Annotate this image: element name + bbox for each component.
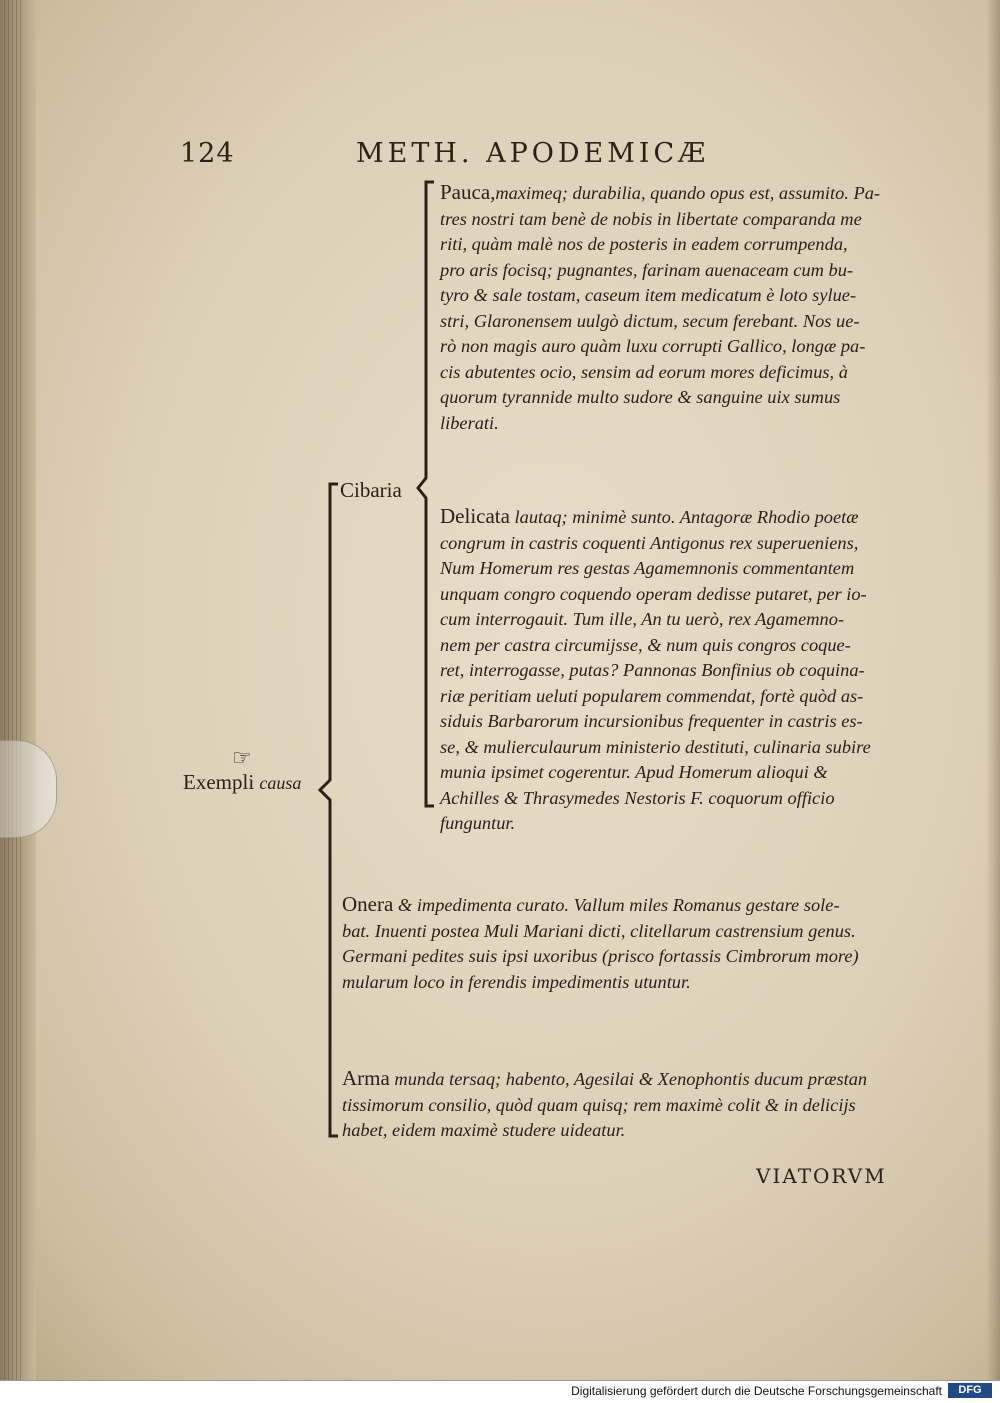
- text-onera: & impedimenta curato. Vallum miles Romanus gestare sole- bat. Inuenti postea Muli Mariani dicti, clitellarum castrensium genus. Germani pedites suis ipsi uxoribus (prisco fortassis Cimbrorum more) mularum loco in ferendis impedimentis utuntur.: [342, 895, 859, 992]
- paragraph-pauca: [440, 180, 880, 436]
- manicule-icon: ☞: [232, 746, 252, 771]
- exempli-word: Exempli: [183, 770, 255, 794]
- text-arma: munda tersaq; habento, Agesilai & Xenophontis ducum præstan tissimorum consilio, quòd quam quisq; rem maximè colit & in delicijs habet, eidem maximè studere uideatur.: [342, 1069, 868, 1140]
- causa-word: causa: [259, 773, 302, 793]
- text-pauca: maximeq; durabilia, quando opus est, assumito. Pa- tres nostri tam benè de nobis in libertate comparanda me riti, quàm malè nos de posteris in eadem corrumpenda, pro aris focisq; pugnantes, farinam auenaceam cum bu- tyro & sale tostam, caseum item medicatum è loto sylue- stri, Glaronensem uulgò dictum, secum ferebant. Nos ue- rò non magis auro quàm luxu corrupti Gallico, longæ pa- cis abutentes ocio, sensim ad eorum mores deficimus, à quorum tyrannide multo sudore & sanguine uix sumus liberati.: [440, 183, 881, 433]
- lead-delicata: Delicata: [440, 504, 510, 528]
- brace-cibaria: [418, 182, 434, 806]
- paragraph-onera: [342, 892, 859, 995]
- running-title: METH. APODEMICÆ: [356, 138, 710, 169]
- text-delicata: lautaq; minimè sunto. Antagoræ Rhodio poetæ congrum in castris coquenti Antigonus rex superueniens, Num Homerum res gestas Agamemnonis commentantem unquam congro coquendo operam dedisse putaret, per io- cum interrogauit. Tum ille, An tu uerò, rex Agamemno- nem per castra circumijsse, & num quis congros coque- ret, interrogasse, putas? Pannonas Bonfinius ob coquina- riæ peritiam ueluti popularem commendat, fortè quòd as- siduis Barbarorum incursionibus frequenter in castris es- se, & mulierculaurum ministerio destituti, culinaria subire munia ipsimet cogerentur. Apud Homerum alioqui & Achilles & Thrasymedes Nestoris F. coquorum officio funguntur.: [440, 507, 871, 833]
- brace-exempli: [320, 484, 338, 1136]
- cibaria-label: Cibaria: [340, 478, 402, 502]
- exempli-causa-label: [183, 770, 301, 795]
- dfg-logo: DFG: [948, 1383, 992, 1398]
- lead-arma: Arma: [342, 1066, 390, 1090]
- paragraph-delicata: [440, 504, 871, 837]
- paragraph-arma: [342, 1066, 867, 1144]
- lead-onera: Onera: [342, 892, 394, 916]
- lead-pauca: Pauca,: [440, 180, 496, 204]
- footer-credit: Digitalisierung gefördert durch die Deutsche Forschungsgemeinschaft: [571, 1384, 942, 1398]
- page-number: 124: [180, 138, 235, 169]
- catchword: VIATORVM: [756, 1164, 887, 1188]
